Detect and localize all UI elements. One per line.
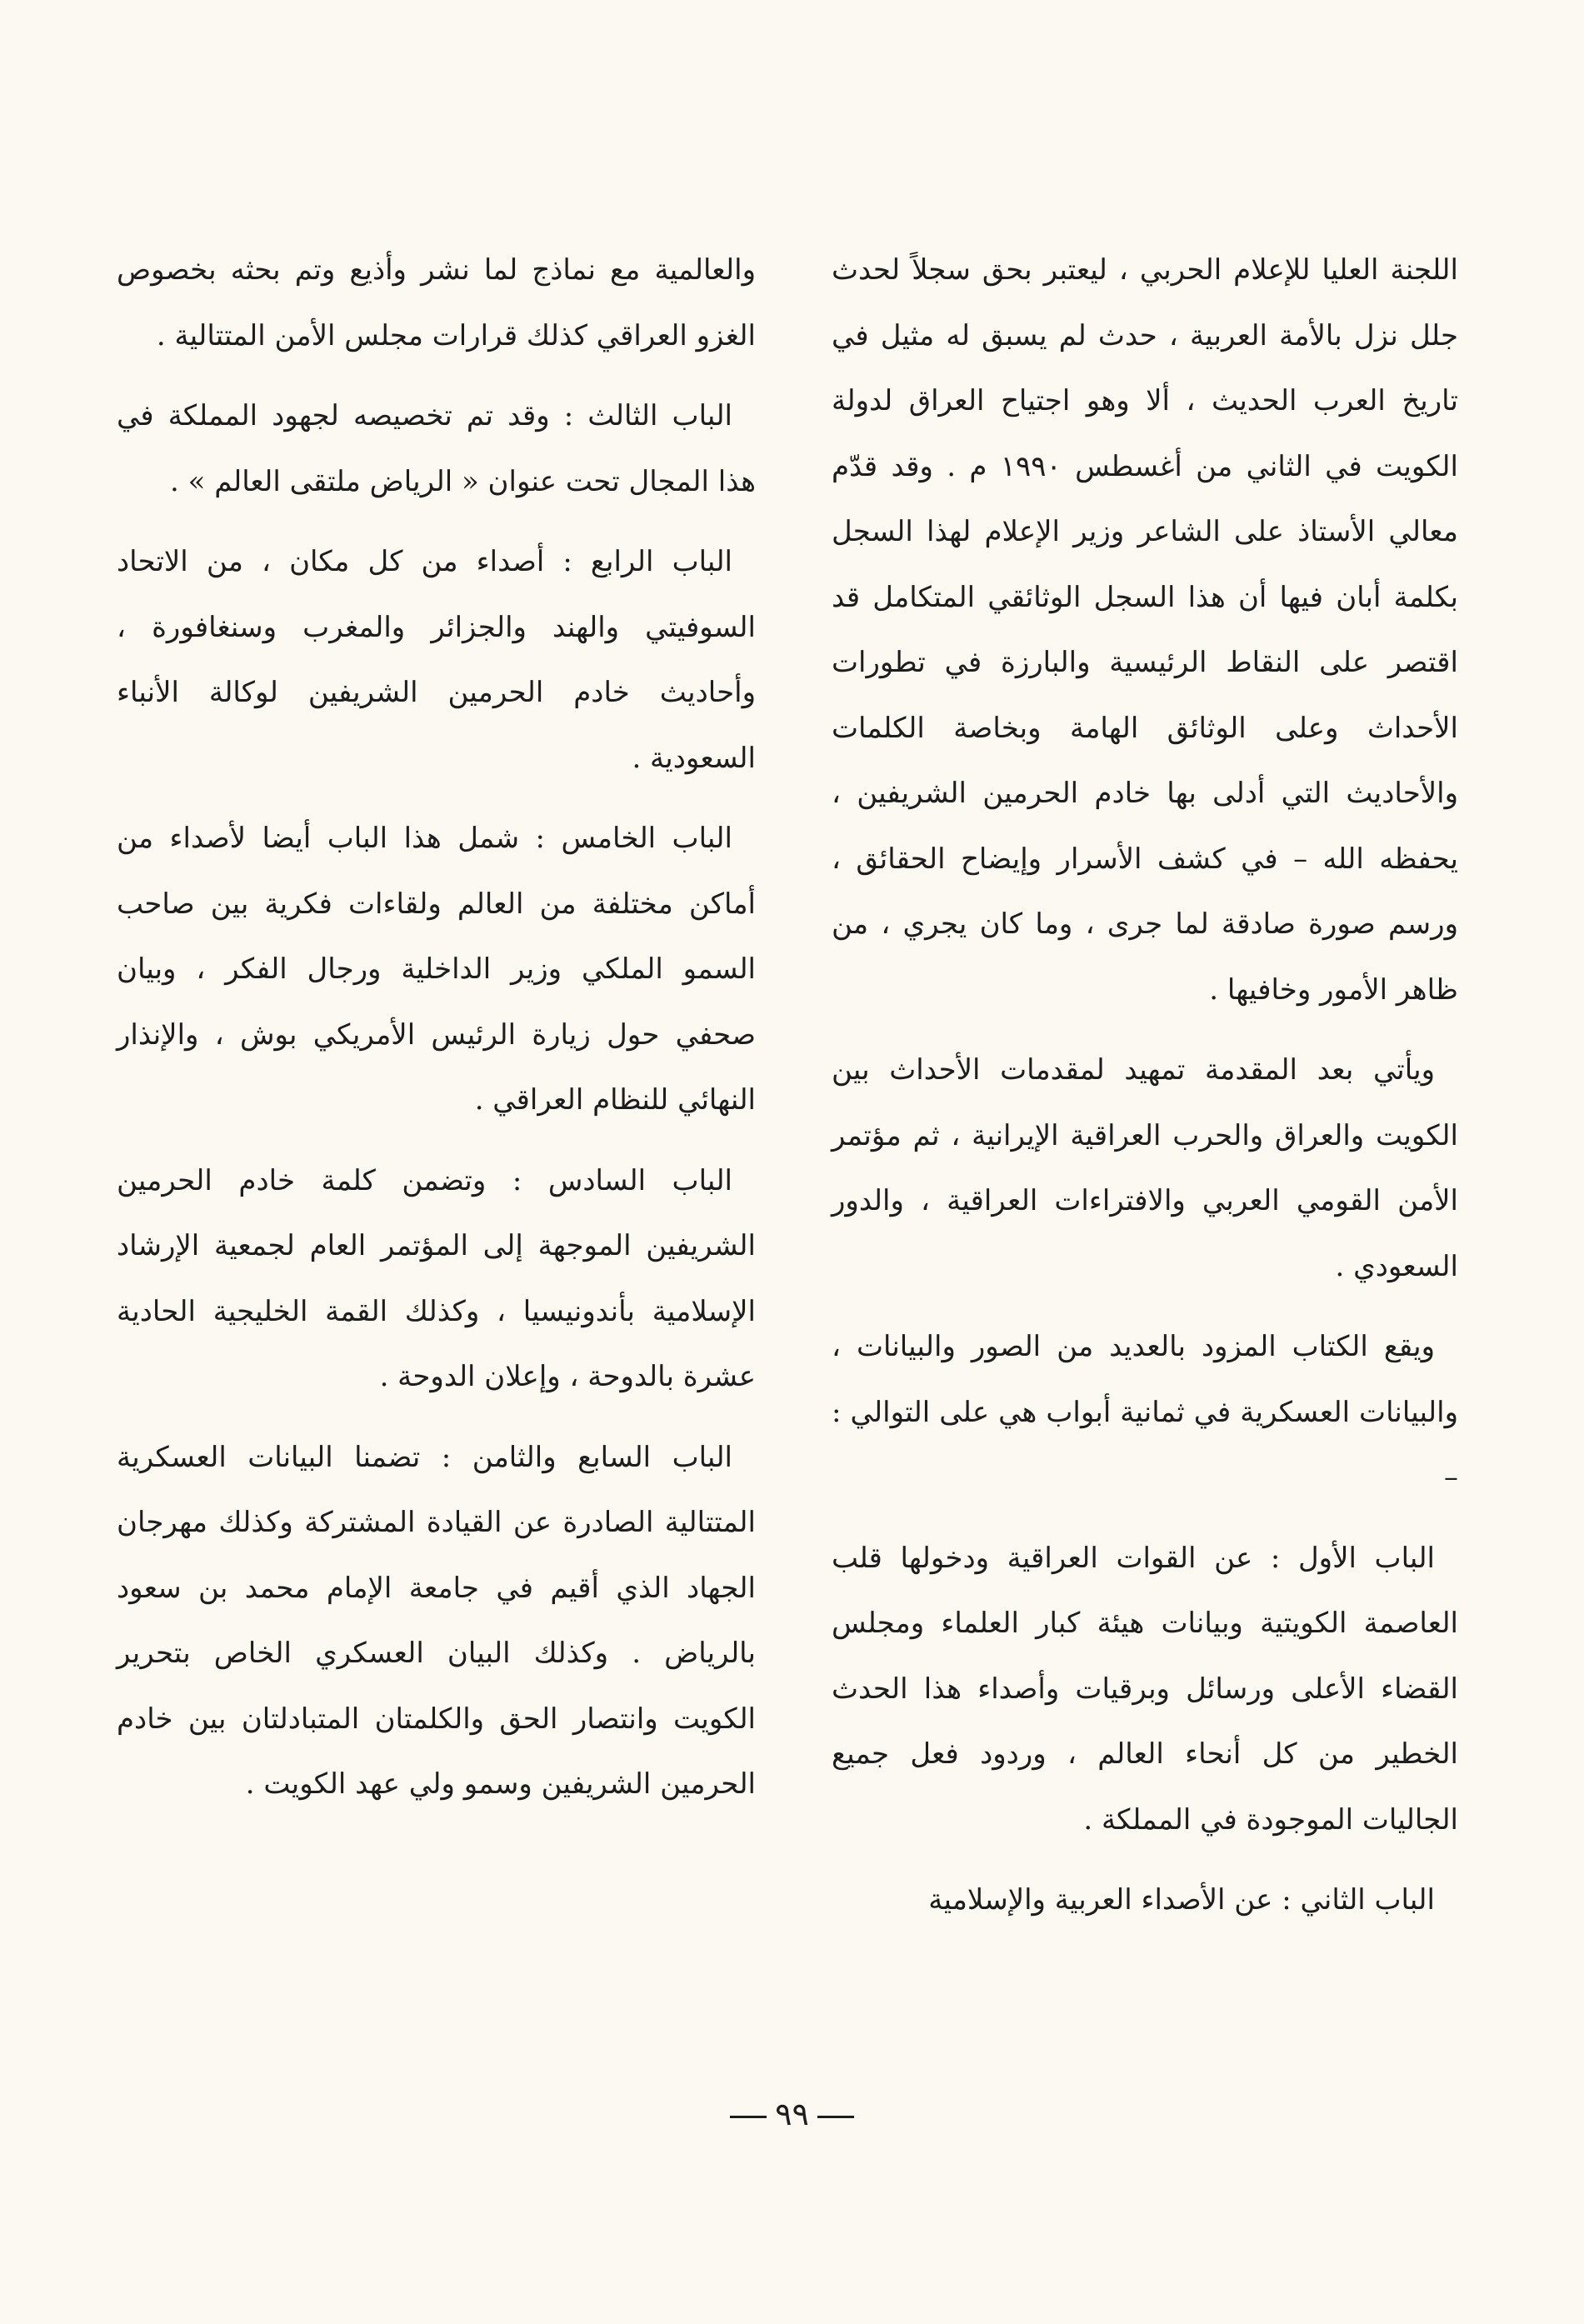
paragraph-chapter-three: الباب الثالث : وقد تم تخصيصه لجهود المملكة في هذا المجال تحت عنوان « الرياض ملتقى العالم » .	[117, 399, 756, 498]
paragraph-chapter-four: الباب الرابع : أصداء من كل مكان ، من الاتحاد السوفيتي والهند والجزائر والمغرب وسنغافورة ، وأحاديث خادم الحرمين الشريفين لوكالة الأنباء السعودية .	[117, 545, 756, 775]
page-number-value: ٩٩	[775, 2096, 809, 2132]
paragraph-chapter-five: الباب الخامس : شمل هذا الباب أيضا لأصداء من أماكن مختلفة من العالم ولقاءات فكرية بين صاحب السمو الملكي وزير الداخلية ورجال الفكر ، وبيان صحفي حول زيارة الرئيس الأمريكي بوش ، والإنذار النهائي للنظام العراقي .	[117, 822, 756, 1117]
page-number-dash-left	[730, 2116, 767, 2118]
paragraph-intro-committee: اللجنة العليا للإعلام الحربي ، ليعتبر بحق سجلاً لحدث جلل نزل بالأمة العربية ، حدث لم يسبق له مثيل في تاريخ العرب الحديث ، ألا وهو اجتياح العراق لدولة الكويت في الثاني من أغسطس ١٩٩٠ م . وقد قدّم معالي الأستاذ على الشاعر وزير الإعلام لهذا السجل بكلمة أبان فيها أن هذا السجل الوثائقي المتكامل قد اقتصر على النقاط الرئيسية والبارزة في تطورات الأحداث وعلى الوثائق الهامة وبخاصة الكلمات والأحاديث التي أدلى بها خادم الحرمين الشريفين ، يحفظه الله – في كشف الأسرار وإيضاح الحقائق ، ورسم صورة صادقة لما جرى ، وما كان يجري ، من ظاهر الأمور وخافيها .	[832, 253, 1458, 1007]
left-text-column	[117, 237, 756, 1832]
paragraph-preface: ويأتي بعد المقدمة تمهيد لمقدمات الأحداث بين الكويت والعراق والحرب العراقية الإيرانية ، ثم مؤتمر الأمن القومي العربي والافتراءات العراقية ، والدور السعودي .	[832, 1053, 1458, 1283]
paragraph-chapter-one: الباب الأول : عن القوات العراقية ودخولها قلب العاصمة الكويتية وبيانات هيئة كبار العلماء ومجلس القضاء الأعلى ورسائل وبرقيات وأصداء هذا الحدث الخطير من كل أنحاء العالم ، وردود فعل جميع الجاليات الموجودة في المملكة .	[832, 1541, 1458, 1837]
paragraph-chapter-two-start: الباب الثاني : عن الأصداء العربية والإسلامية	[928, 1883, 1435, 1917]
paragraph-chapter-two-continued: والعالمية مع نماذج لما نشر وأذيع وتم بحثه بخصوص الغزو العراقي كذلك قرارات مجلس الأمن المتتالية .	[117, 253, 756, 352]
paragraph-book-structure: ويقع الكتاب المزود بالعديد من الصور والبيانات ، والبيانات العسكرية في ثمانية أبواب هي على التوالي : –	[832, 1330, 1458, 1494]
page-number-dash-right	[817, 2116, 854, 2118]
paragraph-chapters-seven-eight: الباب السابع والثامن : تضمنا البيانات العسكرية المتتالية الصادرة عن القيادة المشتركة وكذلك مهرجان الجهاد الذي أقيم في جامعة الإمام محمد بن سعود بالرياض . وكذلك البيان العسكري الخاص بتحرير الكويت وانتصار الحق والكلمتان المتبادلتان بين خادم الحرمين الشريفين وسمو ولي عهد الكويت .	[117, 1440, 756, 1801]
right-text-column	[832, 237, 1458, 1948]
paragraph-chapter-six: الباب السادس : وتضمن كلمة خادم الحرمين الشريفين الموجهة إلى المؤتمر العام لجمعية الإرشاد الإسلامية بأندونيسيا ، وكذلك القمة الخليجية الحادية عشرة بالدوحة ، وإعلان الدوحة .	[117, 1163, 756, 1393]
page-number	[0, 2096, 1584, 2132]
